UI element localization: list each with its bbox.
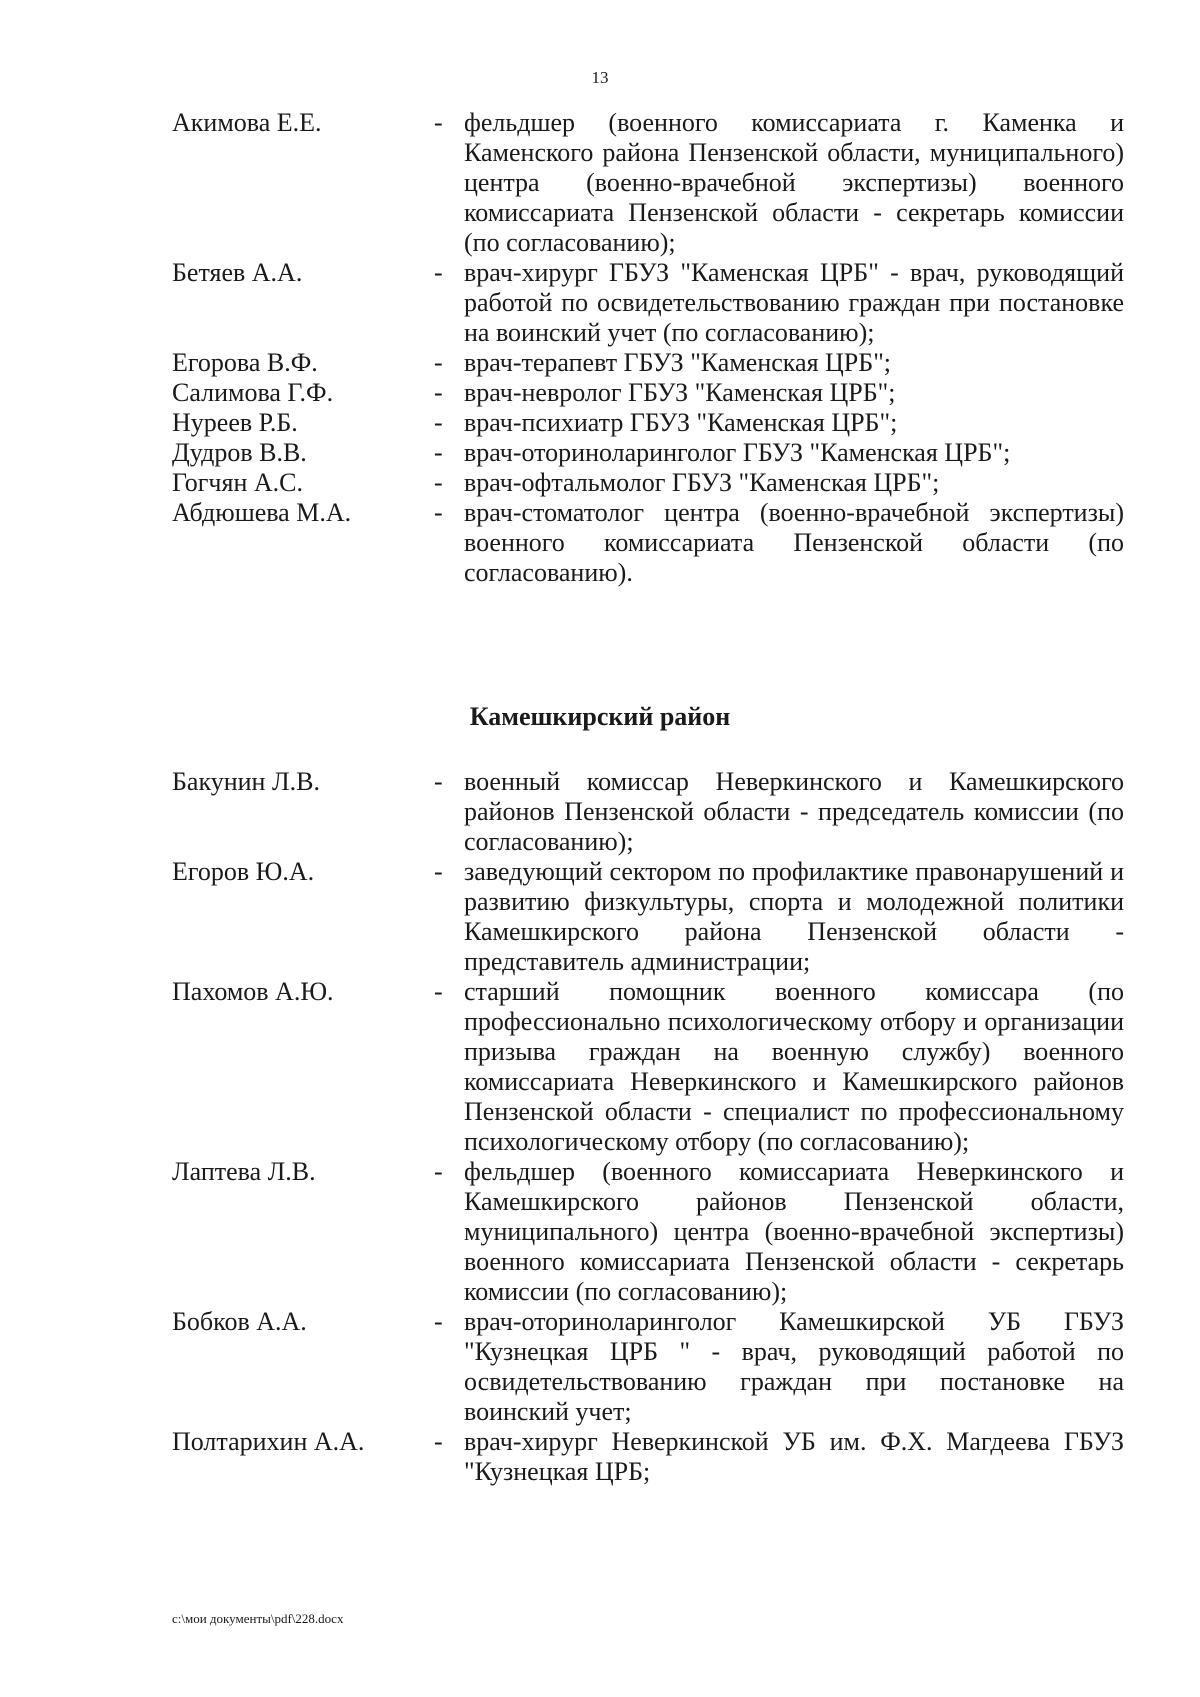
member-role: врач-хирург ГБУЗ "Каменская ЦРБ" - врач, руководящий работой по освидетельствованию граждан при постановке на воинский учет (по согласованию);: [464, 258, 1124, 347]
dash-separator: -: [434, 498, 443, 527]
dash-separator: -: [434, 1157, 443, 1186]
dash-separator: -: [434, 378, 443, 407]
member-role: военный комиссар Неверкинского и Камешкирского районов Пензенской области - председатель комиссии (по согласованию);: [464, 767, 1124, 856]
member-name: Салимова Г.Ф.: [172, 378, 334, 407]
member-entry: [0, 108, 1200, 258]
member-entry: [0, 1157, 1200, 1307]
member-role: врач-оториноларинголог ГБУЗ "Каменская ЦРБ";: [464, 438, 1011, 467]
member-role: врач-оториноларинголог Камешкирской УБ ГБУЗ "Кузнецкая ЦРБ " - врач, руководящий работой по освидетельствованию граждан при постановке на воинский учет;: [464, 1307, 1124, 1426]
member-name: Гогчян А.С.: [172, 468, 303, 497]
member-entry: [0, 468, 1200, 498]
dash-separator: -: [434, 1427, 443, 1456]
commission-list-kameshkir: [0, 767, 1200, 1487]
member-name: Бакунин Л.В.: [172, 767, 320, 796]
dash-separator: -: [434, 108, 443, 137]
member-role: врач-невролог ГБУЗ "Каменская ЦРБ";: [464, 378, 896, 407]
member-role: врач-психиатр ГБУЗ "Каменская ЦРБ";: [464, 408, 898, 437]
member-role: врач-хирург Неверкинской УБ им. Ф.Х. Магдеева ГБУЗ "Кузнецкая ЦРБ;: [464, 1427, 1124, 1486]
member-role: врач-стоматолог центра (военно-врачебной экспертизы) военного комиссариата Пензенской области (по согласованию).: [464, 498, 1124, 587]
footer-file-path: c:\мои документы\pdf\228.docx: [172, 1611, 344, 1626]
member-entry: [0, 258, 1200, 348]
member-entry: [0, 348, 1200, 378]
dash-separator: -: [434, 408, 443, 437]
member-entry: [0, 408, 1200, 438]
member-name: Полтарихин А.А.: [172, 1427, 365, 1456]
dash-separator: -: [434, 348, 443, 377]
dash-separator: -: [434, 258, 443, 287]
member-name: Егоров Ю.А.: [172, 857, 315, 886]
dash-separator: -: [434, 1307, 443, 1336]
member-entry: [0, 857, 1200, 977]
member-entry: [0, 1427, 1200, 1487]
member-name: Абдюшева М.А.: [172, 498, 352, 527]
page-number: 13: [591, 68, 609, 87]
member-role: старший помощник военного комиссара (по профессионально психологическому отбору и организации призыва граждан на военную службу) военного комиссариата Неверкинского и Камешкирского районов Пензенской области - специалист по профессиональному психологическому отбору (по согласованию);: [464, 977, 1124, 1156]
member-entry: [0, 1307, 1200, 1427]
member-role: врач-терапевт ГБУЗ "Каменская ЦРБ";: [464, 348, 892, 377]
member-role: врач-офтальмолог ГБУЗ "Каменская ЦРБ";: [464, 468, 940, 497]
dash-separator: -: [434, 977, 443, 1006]
dash-separator: -: [434, 857, 443, 886]
member-entry: [0, 977, 1200, 1157]
member-entry: [0, 498, 1200, 588]
member-name: Егорова В.Ф.: [172, 348, 318, 377]
commission-list-kamenka: [0, 108, 1200, 588]
member-role: фельдшер (военного комиссариата Неверкинского и Камешкирского районов Пензенской области, муниципального) центра (военно-врачебной экспертизы) военного комиссариата Пензенской области - секретарь комиссии (по согласованию);: [464, 1157, 1124, 1306]
member-name: Акимова Е.Е.: [172, 108, 322, 137]
dash-separator: -: [434, 767, 443, 796]
section-title: Камешкирский район: [469, 702, 731, 731]
member-name: Лаптева Л.В.: [172, 1157, 316, 1186]
member-entry: [0, 767, 1200, 857]
dash-separator: -: [434, 438, 443, 467]
member-name: Бобков А.А.: [172, 1307, 307, 1336]
member-name: Бетяев А.А.: [172, 258, 303, 287]
member-name: Дудров В.В.: [172, 438, 307, 467]
member-entry: [0, 378, 1200, 408]
dash-separator: -: [434, 468, 443, 497]
member-role: фельдшер (военного комиссариата г. Каменка и Каменского района Пензенской области, муниципального) центра (военно-врачебной экспертизы) военного комиссариата Пензенской области - секретарь комиссии (по согласованию);: [464, 108, 1124, 257]
member-entry: [0, 438, 1200, 468]
member-name: Нуреев Р.Б.: [172, 408, 298, 437]
member-role: заведующий сектором по профилактике правонарушений и развитию физкультуры, спорта и молодежной политики Камешкирского района Пензенской области - представитель администрации;: [464, 857, 1124, 976]
member-name: Пахомов А.Ю.: [172, 977, 334, 1006]
